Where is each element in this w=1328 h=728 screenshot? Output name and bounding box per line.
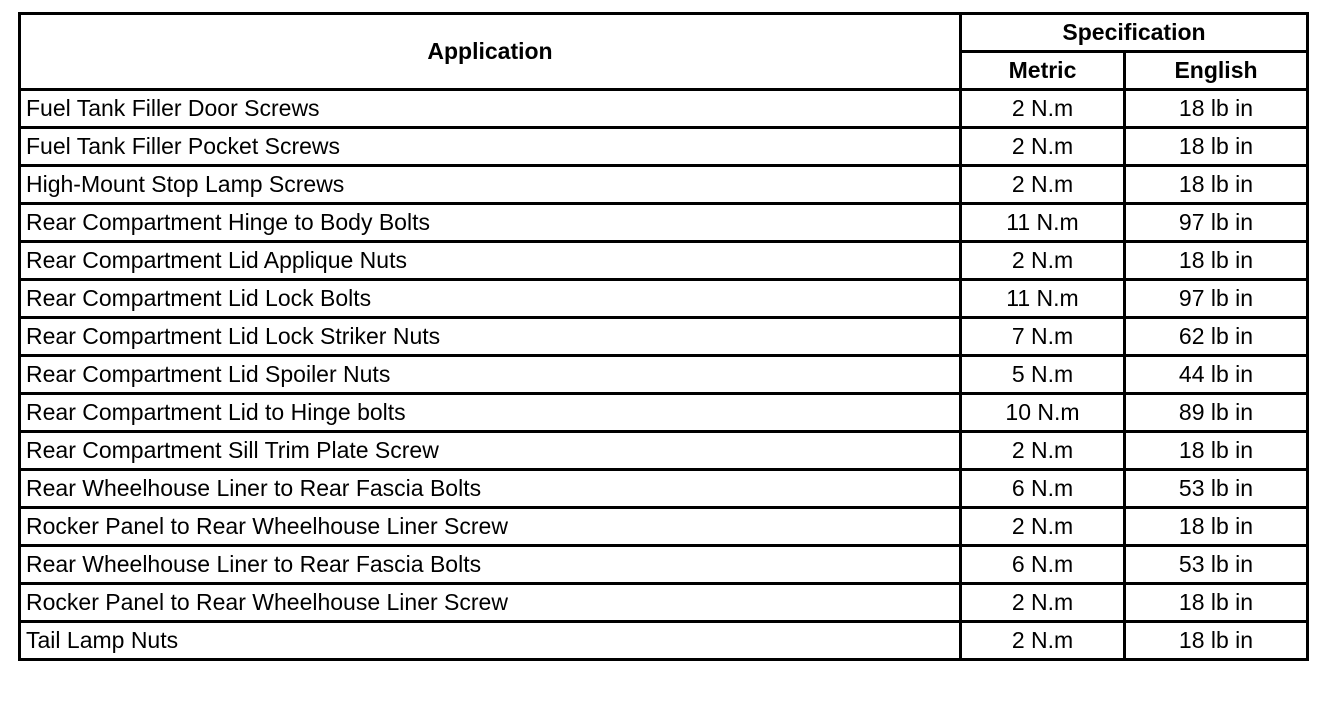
english-cell: 18 lb in	[1125, 242, 1308, 280]
metric-cell: 2 N.m	[961, 90, 1125, 128]
table-row	[20, 204, 1308, 242]
application-cell: Rear Compartment Sill Trim Plate Screw	[20, 432, 961, 470]
specification-header: Specification	[961, 14, 1308, 52]
table-row	[20, 318, 1308, 356]
english-cell: 97 lb in	[1125, 280, 1308, 318]
metric-cell: 2 N.m	[961, 584, 1125, 622]
metric-cell: 2 N.m	[961, 622, 1125, 660]
application-cell: Rocker Panel to Rear Wheelhouse Liner Screw	[20, 584, 961, 622]
table-row	[20, 622, 1308, 660]
metric-cell: 2 N.m	[961, 128, 1125, 166]
application-cell: Rear Compartment Lid to Hinge bolts	[20, 394, 961, 432]
metric-cell: 2 N.m	[961, 508, 1125, 546]
table-row	[20, 128, 1308, 166]
metric-cell: 11 N.m	[961, 204, 1125, 242]
table-row	[20, 470, 1308, 508]
table-row	[20, 242, 1308, 280]
metric-cell: 2 N.m	[961, 432, 1125, 470]
application-cell: Rear Compartment Lid Spoiler Nuts	[20, 356, 961, 394]
table-row	[20, 166, 1308, 204]
english-cell: 18 lb in	[1125, 622, 1308, 660]
application-cell: High-Mount Stop Lamp Screws	[20, 166, 961, 204]
application-header: Application	[20, 14, 961, 90]
table-row	[20, 90, 1308, 128]
english-cell: 18 lb in	[1125, 128, 1308, 166]
metric-cell: 7 N.m	[961, 318, 1125, 356]
english-cell: 18 lb in	[1125, 166, 1308, 204]
english-cell: 44 lb in	[1125, 356, 1308, 394]
table-row	[20, 546, 1308, 584]
application-cell: Rear Compartment Lid Lock Striker Nuts	[20, 318, 961, 356]
application-cell: Fuel Tank Filler Pocket Screws	[20, 128, 961, 166]
metric-header: Metric	[961, 52, 1125, 90]
english-cell: 97 lb in	[1125, 204, 1308, 242]
metric-cell: 5 N.m	[961, 356, 1125, 394]
metric-cell: 2 N.m	[961, 242, 1125, 280]
english-cell: 18 lb in	[1125, 508, 1308, 546]
table-row	[20, 280, 1308, 318]
application-cell: Rear Compartment Lid Lock Bolts	[20, 280, 961, 318]
metric-cell: 11 N.m	[961, 280, 1125, 318]
table-row	[20, 508, 1308, 546]
english-cell: 18 lb in	[1125, 584, 1308, 622]
table-row	[20, 356, 1308, 394]
application-cell: Rear Wheelhouse Liner to Rear Fascia Bolts	[20, 470, 961, 508]
english-cell: 62 lb in	[1125, 318, 1308, 356]
english-cell: 53 lb in	[1125, 546, 1308, 584]
metric-cell: 10 N.m	[961, 394, 1125, 432]
application-cell: Rocker Panel to Rear Wheelhouse Liner Screw	[20, 508, 961, 546]
application-cell: Rear Compartment Hinge to Body Bolts	[20, 204, 961, 242]
table-row	[20, 394, 1308, 432]
table-row	[20, 432, 1308, 470]
english-cell: 18 lb in	[1125, 432, 1308, 470]
application-cell: Tail Lamp Nuts	[20, 622, 961, 660]
metric-cell: 6 N.m	[961, 470, 1125, 508]
application-cell: Rear Compartment Lid Applique Nuts	[20, 242, 961, 280]
metric-cell: 6 N.m	[961, 546, 1125, 584]
english-cell: 18 lb in	[1125, 90, 1308, 128]
application-cell: Rear Wheelhouse Liner to Rear Fascia Bolts	[20, 546, 961, 584]
table-row	[20, 584, 1308, 622]
english-cell: 89 lb in	[1125, 394, 1308, 432]
torque-spec-table	[18, 12, 1309, 661]
english-cell: 53 lb in	[1125, 470, 1308, 508]
english-header: English	[1125, 52, 1308, 90]
application-cell: Fuel Tank Filler Door Screws	[20, 90, 961, 128]
metric-cell: 2 N.m	[961, 166, 1125, 204]
header-row-top	[20, 14, 1308, 52]
